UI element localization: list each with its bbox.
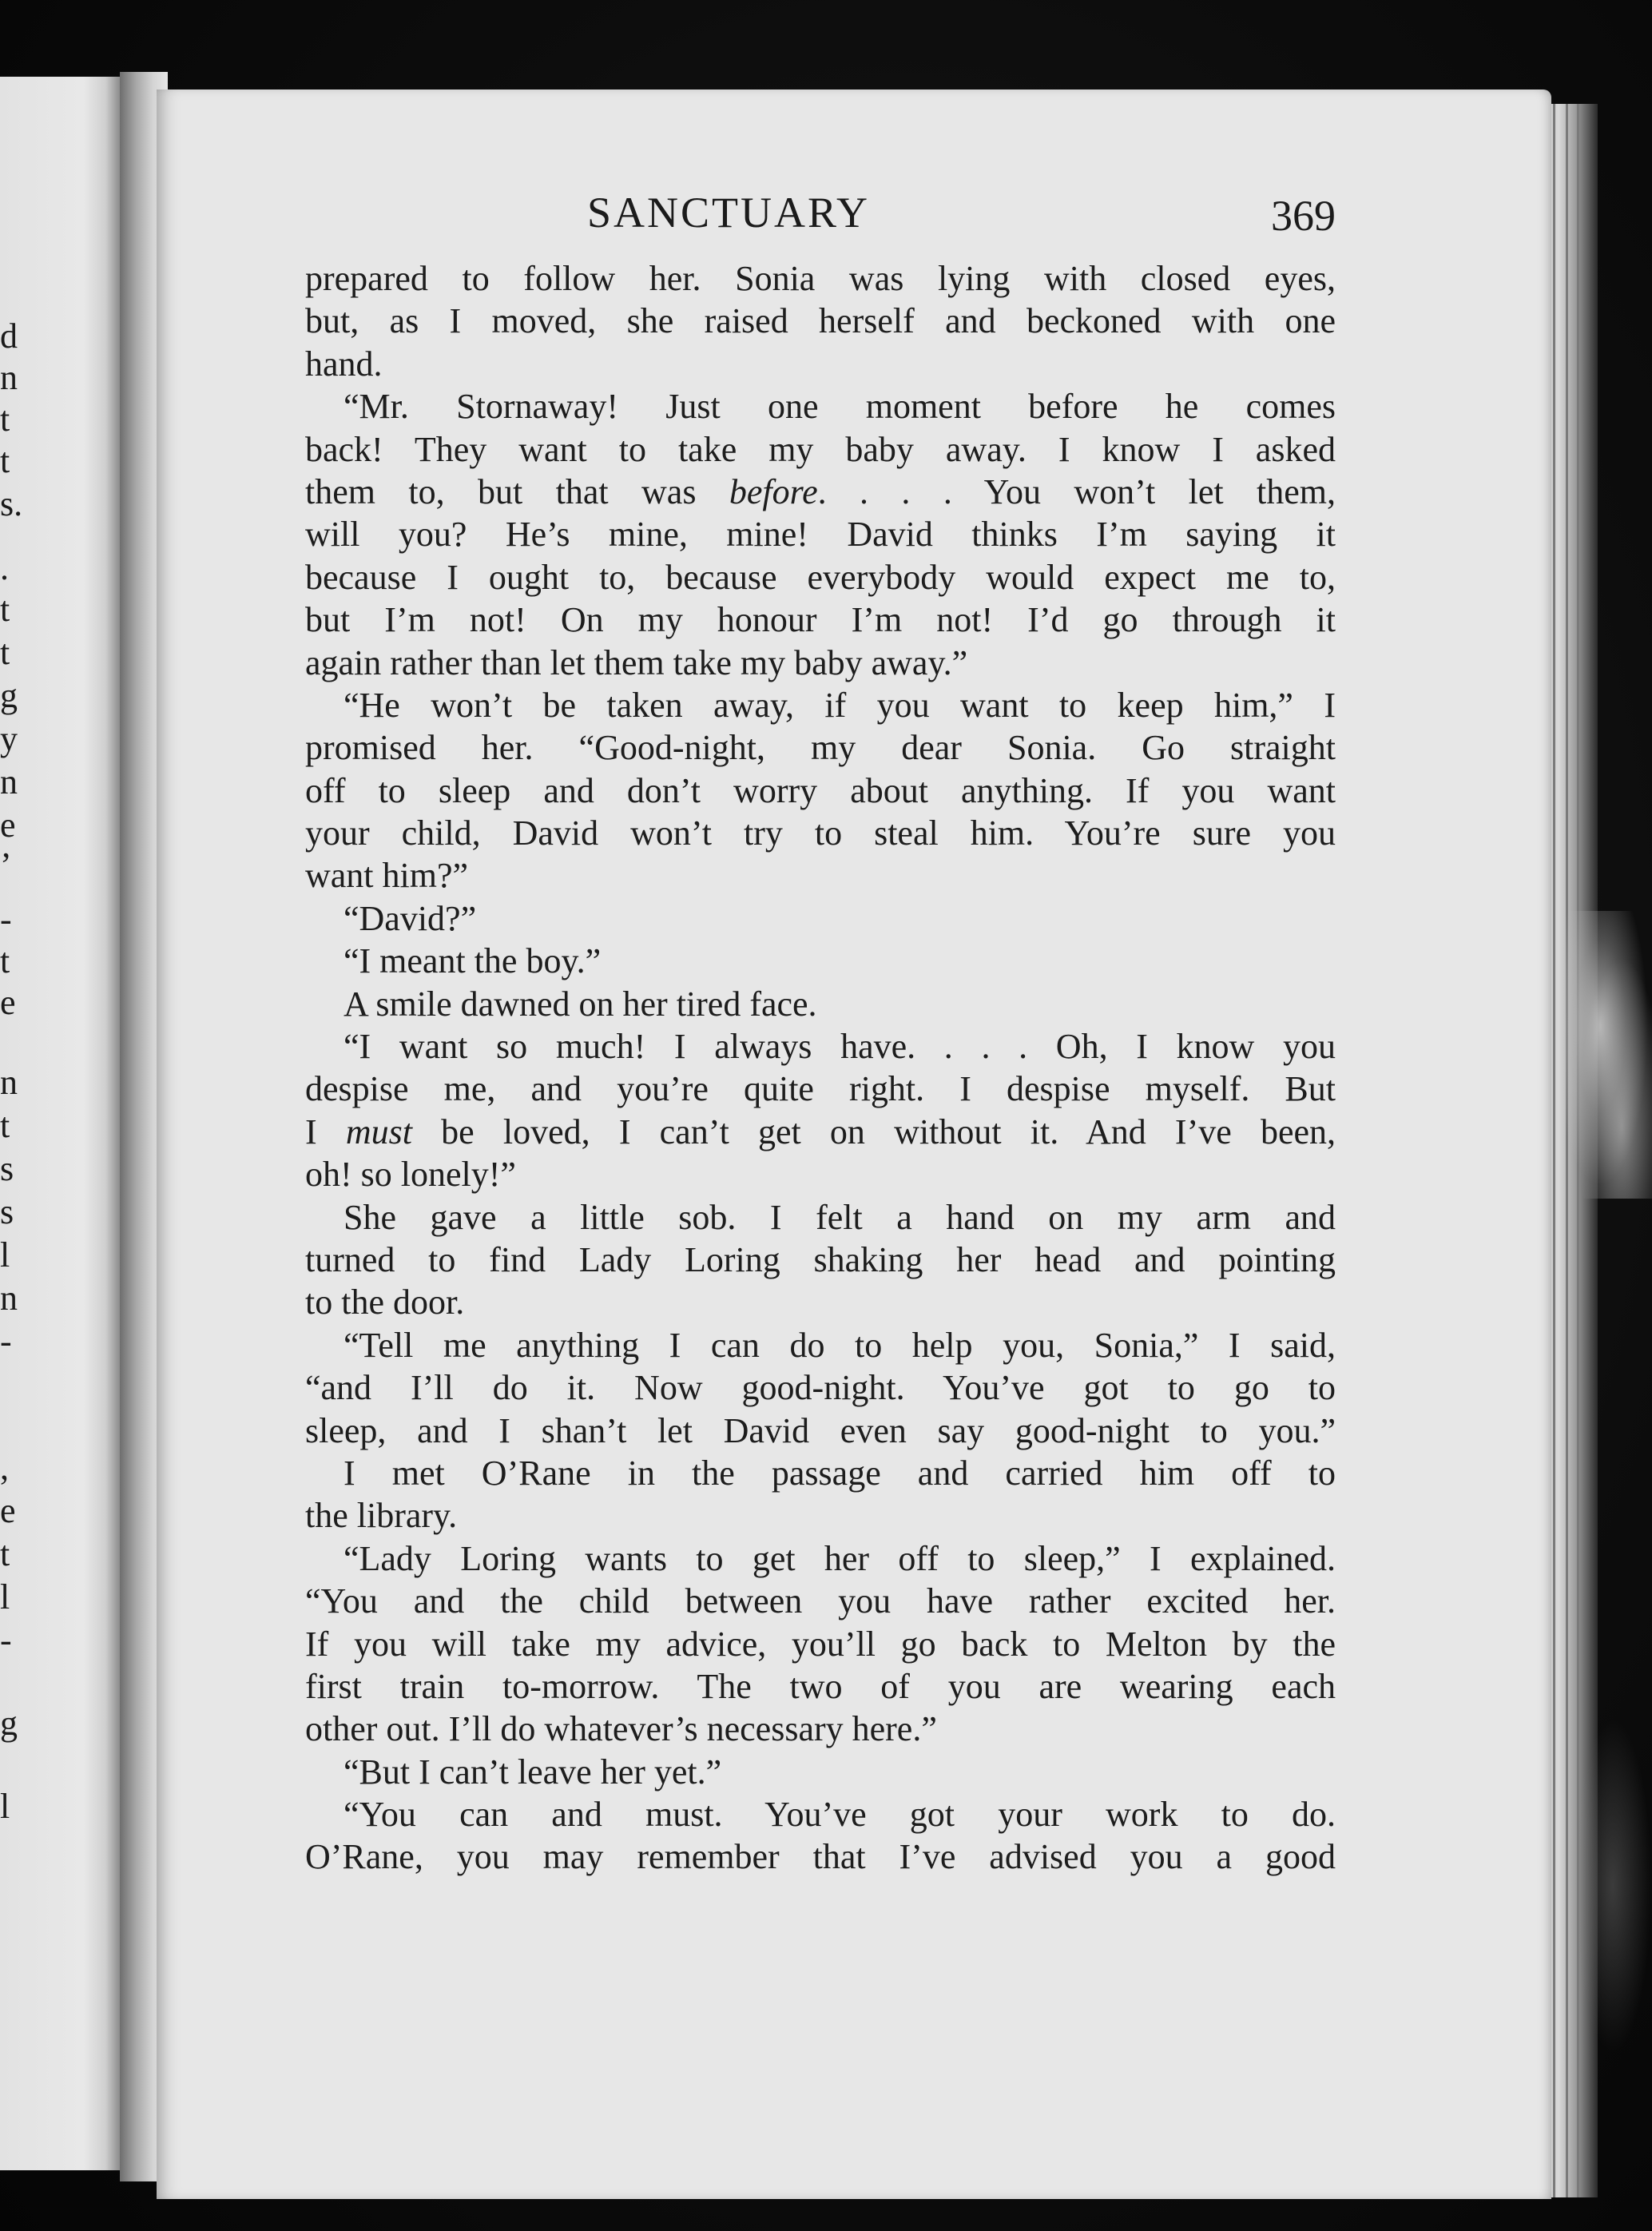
text-segment: be loved, I can’t get on without it. And I’ve been,	[411, 1112, 1336, 1151]
text-segment: but I’m not! On my honour I’m not! I’d go through it	[305, 600, 1336, 640]
previous-page-fragment: -	[0, 900, 12, 939]
text-line	[305, 1793, 1336, 1835]
text-line	[305, 940, 1336, 982]
previous-page-fragment: ,	[0, 1448, 9, 1487]
text-segment: “I meant the boy.”	[344, 941, 602, 981]
previous-page-fragment: t	[0, 941, 10, 980]
text-segment: to the door.	[305, 1283, 465, 1322]
text-segment: back! They want to take my baby away. I know I asked	[305, 429, 1336, 469]
text-segment: I met O’Rane in the passage and carried him off to	[344, 1453, 1336, 1493]
previous-page-fragment: e	[0, 805, 16, 845]
previous-page-fragment: n	[0, 358, 18, 397]
text-line	[305, 428, 1336, 471]
text-line	[305, 1452, 1336, 1494]
previous-page-fragment: g	[0, 1704, 18, 1743]
running-head	[157, 181, 1551, 245]
text-segment: “But I can’t leave her yet.”	[344, 1752, 722, 1792]
previous-page-text-fragments	[0, 77, 32, 2170]
text-line	[305, 684, 1336, 726]
text-line	[305, 257, 1336, 300]
text-segment: first train to-morrow. The two of you are wearing each	[305, 1666, 1336, 1706]
text-segment: sleep, and I shan’t let David even say good-night to you.”	[305, 1410, 1336, 1450]
previous-page-fragment: -	[0, 1621, 12, 1660]
text-line	[305, 1623, 1336, 1665]
text-segment: “David?”	[344, 898, 477, 938]
text-line	[305, 1751, 1336, 1793]
text-line	[305, 1068, 1336, 1110]
text-segment: want him?”	[305, 856, 469, 896]
text-line	[305, 726, 1336, 769]
text-line	[305, 1196, 1336, 1239]
text-segment: . . . . You won’t let them,	[817, 471, 1336, 511]
text-line	[305, 1665, 1336, 1708]
text-line	[305, 385, 1336, 428]
text-segment: despise me, and you’re quite right. I despise myself. But	[305, 1069, 1336, 1109]
text-line	[305, 1324, 1336, 1366]
text-line	[305, 1494, 1336, 1537]
text-line	[305, 300, 1336, 342]
previous-page-fragment: g	[0, 676, 18, 715]
text-segment: “You can and must. You’ve got your work to do.	[344, 1795, 1336, 1835]
previous-page-fragment: t	[0, 590, 10, 629]
text-segment: hand.	[305, 344, 383, 384]
text-line	[305, 1239, 1336, 1281]
text-segment: oh! so lonely!”	[305, 1155, 516, 1195]
text-line	[305, 1708, 1336, 1750]
previous-page-fragment: d	[0, 316, 18, 356]
text-segment: promised her. “Good-night, my dear Sonia. Go straight	[305, 728, 1336, 768]
previous-page-fragment: e	[0, 1491, 16, 1530]
text-line	[305, 983, 1336, 1025]
previous-page-fragment: t	[0, 400, 10, 439]
page-number: 369	[1271, 192, 1336, 240]
text-line	[305, 1537, 1336, 1580]
text-segment: your child, David won’t try to steal him. You’re sure you	[305, 813, 1336, 853]
text-line	[305, 556, 1336, 599]
scan-shadow	[1574, 1718, 1652, 2054]
previous-page-fragment: ’	[0, 845, 12, 885]
text-segment: “Mr. Stornaway! Just one moment before he comes	[344, 387, 1336, 427]
previous-page-fragment: n	[0, 1279, 18, 1318]
text-line	[305, 1025, 1336, 1068]
running-title: SANCTUARY	[586, 189, 871, 237]
text-line	[305, 1410, 1336, 1452]
previous-page-fragment: t	[0, 1534, 10, 1573]
previous-page-fragment: y	[0, 719, 18, 758]
previous-page-fragment: -	[0, 1322, 12, 1361]
text-segment: because I ought to, because everybody would expect me to,	[305, 557, 1336, 597]
text-segment: “Tell me anything I can do to help you, Sonia,” I said,	[344, 1325, 1336, 1365]
text-segment: “You and the child between you have rather excited her.	[305, 1581, 1336, 1621]
book-page	[157, 89, 1551, 2199]
text-line	[305, 812, 1336, 854]
text-line	[305, 1835, 1336, 1878]
previous-page-fragment: e	[0, 983, 16, 1022]
text-segment: will you? He’s mine, mine! David thinks I’m saying it	[305, 515, 1336, 555]
italic-text: before	[729, 471, 818, 511]
text-line	[305, 642, 1336, 684]
text-segment: “Lady Loring wants to get her off to sleep,” I explained.	[344, 1538, 1336, 1578]
text-segment: but, as I moved, she raised herself and beckoned with one	[305, 301, 1336, 341]
text-line	[305, 513, 1336, 555]
italic-text: must	[345, 1112, 412, 1151]
text-line	[305, 1111, 1336, 1153]
text-segment: If you will take my advice, you’ll go back to Melton by the	[305, 1624, 1336, 1664]
previous-page-edge	[0, 77, 120, 2170]
scan-debris	[1566, 911, 1652, 1199]
text-segment: other out. I’ll do whatever’s necessary here.”	[305, 1709, 937, 1749]
text-segment: the library.	[305, 1496, 458, 1536]
text-segment: She gave a little sob. I felt a hand on my arm and	[344, 1197, 1336, 1237]
previous-page-fragment: n	[0, 1063, 18, 1102]
text-segment: them to, but that was	[305, 471, 729, 511]
previous-page-fragment: t	[0, 633, 10, 672]
previous-page-fragment: s	[0, 1192, 14, 1231]
previous-page-fragment: .	[0, 548, 9, 587]
text-line	[305, 854, 1336, 897]
text-segment: “He won’t be taken away, if you want to keep him,” I	[344, 685, 1336, 725]
text-segment: off to sleep and don’t worry about anything. If you want	[305, 770, 1336, 810]
previous-page-fragment: t	[0, 441, 10, 480]
previous-page-fragment: t	[0, 1106, 10, 1145]
previous-page-fragment: l	[0, 1787, 10, 1826]
text-segment: O’Rane, you may remember that I’ve advised you a good	[305, 1837, 1336, 1877]
text-line	[305, 1153, 1336, 1195]
text-segment: prepared to follow her. Sonia was lying with closed eyes,	[305, 259, 1336, 298]
body-text	[305, 257, 1336, 1879]
text-segment: “and I’ll do it. Now good-night. You’ve got to go to	[305, 1368, 1336, 1408]
text-segment: A smile dawned on her tired face.	[344, 984, 817, 1024]
text-segment: turned to find Lady Loring shaking her head and pointing	[305, 1239, 1336, 1279]
text-segment: again rather than let them take my baby away.”	[305, 642, 968, 682]
text-line	[305, 897, 1336, 940]
previous-page-fragment: s.	[0, 484, 23, 523]
text-line	[305, 471, 1336, 513]
previous-page-fragment: n	[0, 762, 18, 801]
text-line	[305, 599, 1336, 641]
text-line	[305, 1366, 1336, 1409]
previous-page-fragment: l	[0, 1235, 10, 1275]
previous-page-fragment: s	[0, 1149, 14, 1188]
text-line	[305, 1580, 1336, 1622]
text-line	[305, 343, 1336, 385]
text-line	[305, 770, 1336, 812]
text-line	[305, 1281, 1336, 1323]
text-segment: I	[305, 1112, 346, 1151]
previous-page-fragment: l	[0, 1577, 10, 1617]
text-segment: “I want so much! I always have. . . . Oh, I know you	[344, 1027, 1336, 1067]
